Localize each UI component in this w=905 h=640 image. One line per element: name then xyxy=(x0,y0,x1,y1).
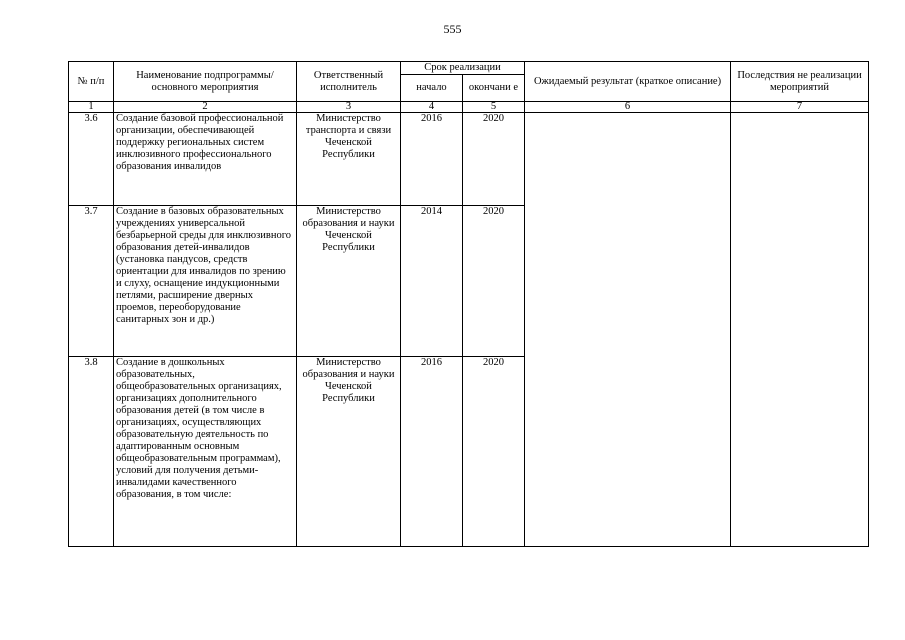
row-start: 2016 xyxy=(401,357,463,547)
header-end: окончани е xyxy=(463,75,525,102)
column-number: 4 xyxy=(401,102,463,113)
column-number: 2 xyxy=(114,102,297,113)
column-number: 7 xyxy=(731,102,869,113)
header-row-1 xyxy=(69,62,869,75)
header-name: Наименование подпрограммы/ основного мероприятия xyxy=(114,62,297,102)
column-number: 6 xyxy=(525,102,731,113)
row-end: 2020 xyxy=(463,113,525,206)
page-number: 555 xyxy=(443,22,462,36)
row-name: Создание в дошкольных образовательных, общеобразовательных организациях, организациях дополнительного образования детей (в том числе в организациях, осуществляющих образовательную деятельность по адаптированным основным общеобразовательным программам), условий для получения детьми-инвалидами качественного образования, в том числе: xyxy=(114,357,297,547)
row-start: 2014 xyxy=(401,206,463,357)
header-expected-result: Ожидаемый результат (краткое описание) xyxy=(525,62,731,102)
column-number-row xyxy=(69,102,869,113)
column-number: 1 xyxy=(69,102,114,113)
row-expected-result xyxy=(525,113,731,547)
header-start: начало xyxy=(401,75,463,102)
program-measures-table xyxy=(68,61,869,547)
row-end: 2020 xyxy=(463,206,525,357)
header-period: Срок реализации xyxy=(401,62,525,75)
header-responsible: Ответственный исполнитель xyxy=(297,62,401,102)
header-consequences: Последствия не реализации мероприятий xyxy=(731,62,869,102)
row-start: 2016 xyxy=(401,113,463,206)
row-num: 3.6 xyxy=(69,113,114,206)
table-row xyxy=(69,113,869,206)
row-consequences xyxy=(731,113,869,547)
column-number: 3 xyxy=(297,102,401,113)
row-num: 3.7 xyxy=(69,206,114,357)
row-responsible: Министерство транспорта и связи Чеченской Республики xyxy=(297,113,401,206)
column-number: 5 xyxy=(463,102,525,113)
row-end: 2020 xyxy=(463,357,525,547)
row-num: 3.8 xyxy=(69,357,114,547)
row-name: Создание базовой профессиональной организации, обеспечивающей поддержку региональных систем инклюзивного профессионального образования инвалидов xyxy=(114,113,297,206)
row-responsible: Министерство образования и науки Чеченской Республики xyxy=(297,357,401,547)
row-responsible: Министерство образования и науки Чеченской Республики xyxy=(297,206,401,357)
row-name: Создание в базовых образовательных учреждениях универсальной безбарьерной среды для инклюзивного образования детей-инвалидов (установка пандусов, средств ориентации для инвалидов по зрению и слуху, оснащение индукционными петлями, расширение дверных проемов, переоборудование санитарных зон и др.) xyxy=(114,206,297,357)
header-num: № п/п xyxy=(69,62,114,102)
